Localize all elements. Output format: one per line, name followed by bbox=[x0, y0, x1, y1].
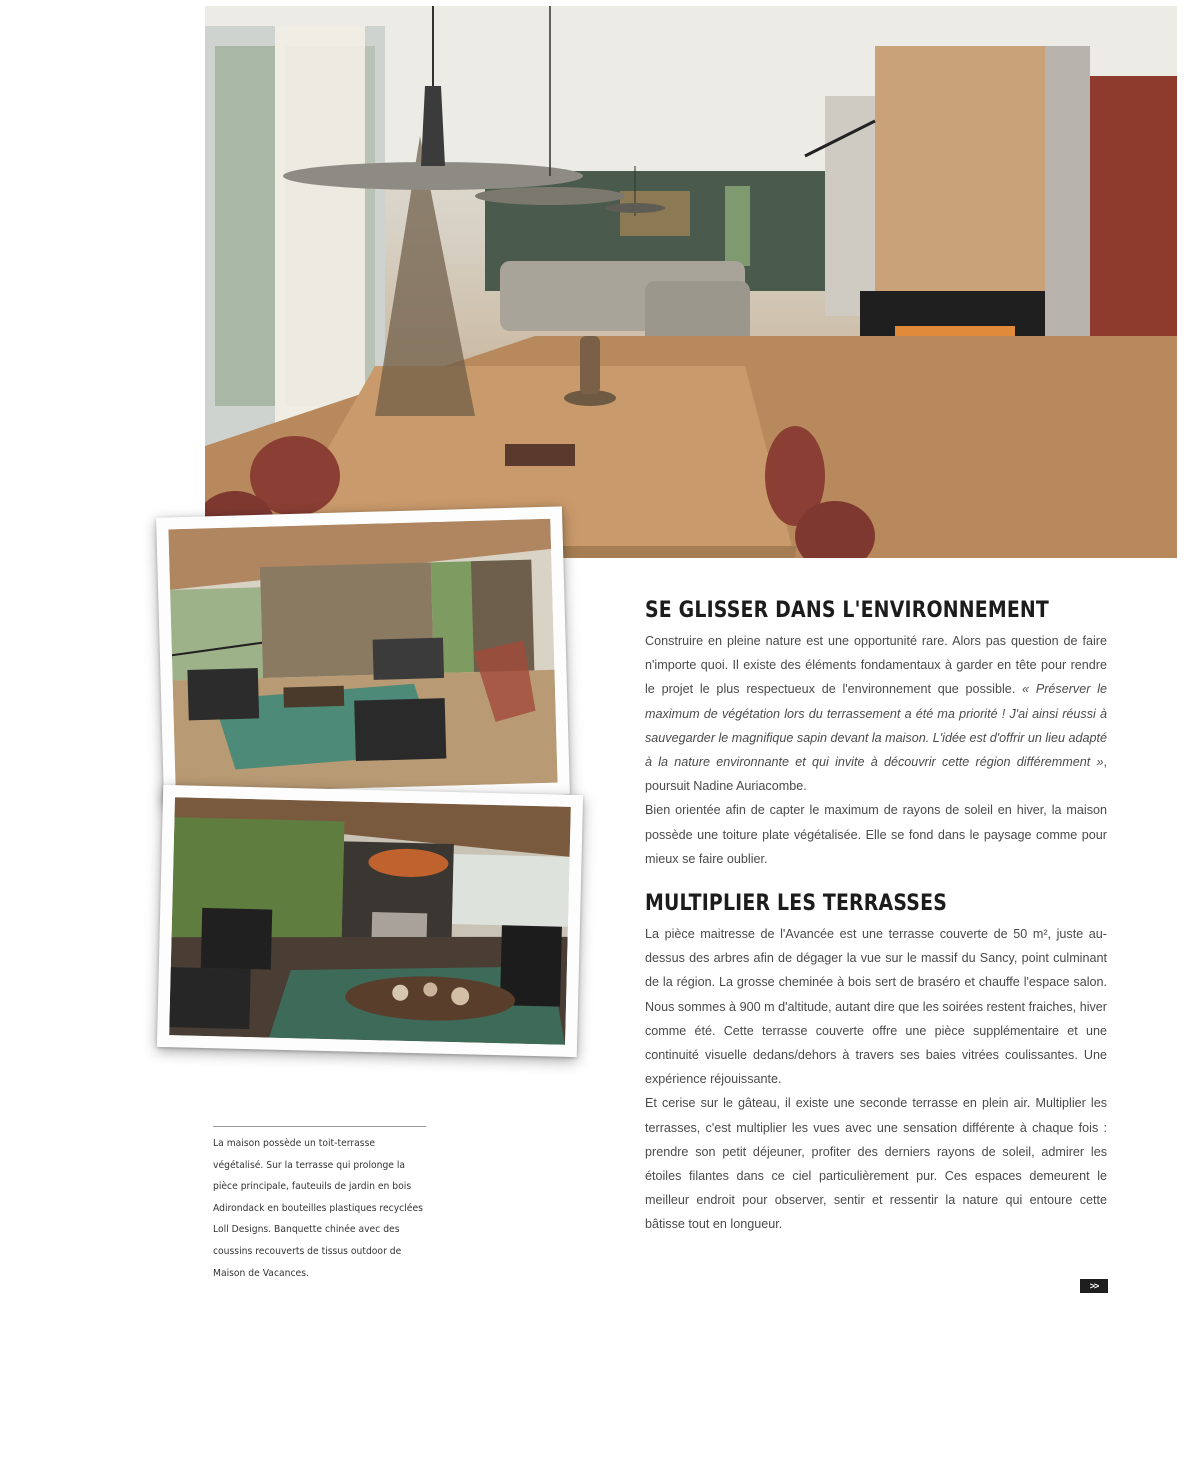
hero-photo-interior bbox=[205, 6, 1177, 558]
paragraph-terraces-2: Et cerise sur le gâteau, il existe une seconde terrasse en plein air. Multiplier les terrasses, c'est multiplier les vues avec une sensation différente à chaque fois : prendre son petit déjeuner, profiter des derniers rayons de soleil, admirer les étoiles filantes dans ce ciel particulièrement pur. Ces espaces demeurent le meilleur endroit pour observer, sentir et ressentir la nature qui entoure cette bâtisse tout en longueur. bbox=[645, 1096, 1107, 1232]
paragraph-terraces-1: La pièce maitresse de l'Avancée est une terrasse couverte de 50 m², juste au-dessus des arbres afin de dégager la vue sur le massif du Sancy, point culminant de la région. La grosse cheminée à bois sert de braséro et chauffe l'espace salon. Nous sommes à 900 m d'altitude, autant dire que les soirées restent fraiches, hiver comme été. Cette terrasse couverte offre une pièce supplémentaire et une continuité visuelle dedans/dehors à travers ses baies vitrées coulissantes. Une expérience réjouissante. bbox=[645, 927, 1107, 1087]
paragraph-environment-1 bbox=[645, 629, 1107, 798]
section-heading-terraces: MULTIPLIER LES TERRASSES bbox=[645, 891, 947, 917]
paragraph-quote: « Préserver le maximum de végétation lors du terrassement a été ma priorité ! J'ai ainsi réussi à sauvegarder le magnifique sapin devant la maison. L'idée est d'offrir un lieu adapté à la nature environnante et qui invite à découvrir cette région différemment » bbox=[645, 682, 1107, 770]
paragraph-environment-2: Bien orientée afin de capter le maximum de rayons de soleil en hiver, la maison possède une toiture plate végétalisée. Elle se fond dans le paysage comme pour mieux se faire oublier. bbox=[645, 803, 1107, 866]
paragraph-text: Construire en pleine nature est une opportunité rare. Alors pas question de faire n'importe quoi. Il existe des éléments fondamentaux à garder en tête pour rendre le projet le plus respectueux de l'environnement que possible. bbox=[645, 634, 1107, 697]
photo-covered-terrace bbox=[156, 506, 570, 805]
photo-caption: La maison possède un toit-terrasse végétalisé. Sur la terrasse qui prolonge la pièce principale, fauteuils de jardin en bois Adirondack en bouteilles plastiques recyclées Loll Designs. Banquette chinée avec des coussins recouverts de tissus outdoor de Maison de Vacances. bbox=[213, 1126, 426, 1284]
article-body bbox=[645, 598, 1107, 1237]
paragraph-attribution: , poursuit Nadine Auriacombe. bbox=[645, 755, 1107, 794]
next-page-marker: >> bbox=[1080, 1279, 1108, 1293]
section-heading-environment: SE GLISSER DANS L'ENVIRONNEMENT bbox=[645, 598, 1050, 623]
photo-terrace-fireplace bbox=[157, 785, 583, 1057]
